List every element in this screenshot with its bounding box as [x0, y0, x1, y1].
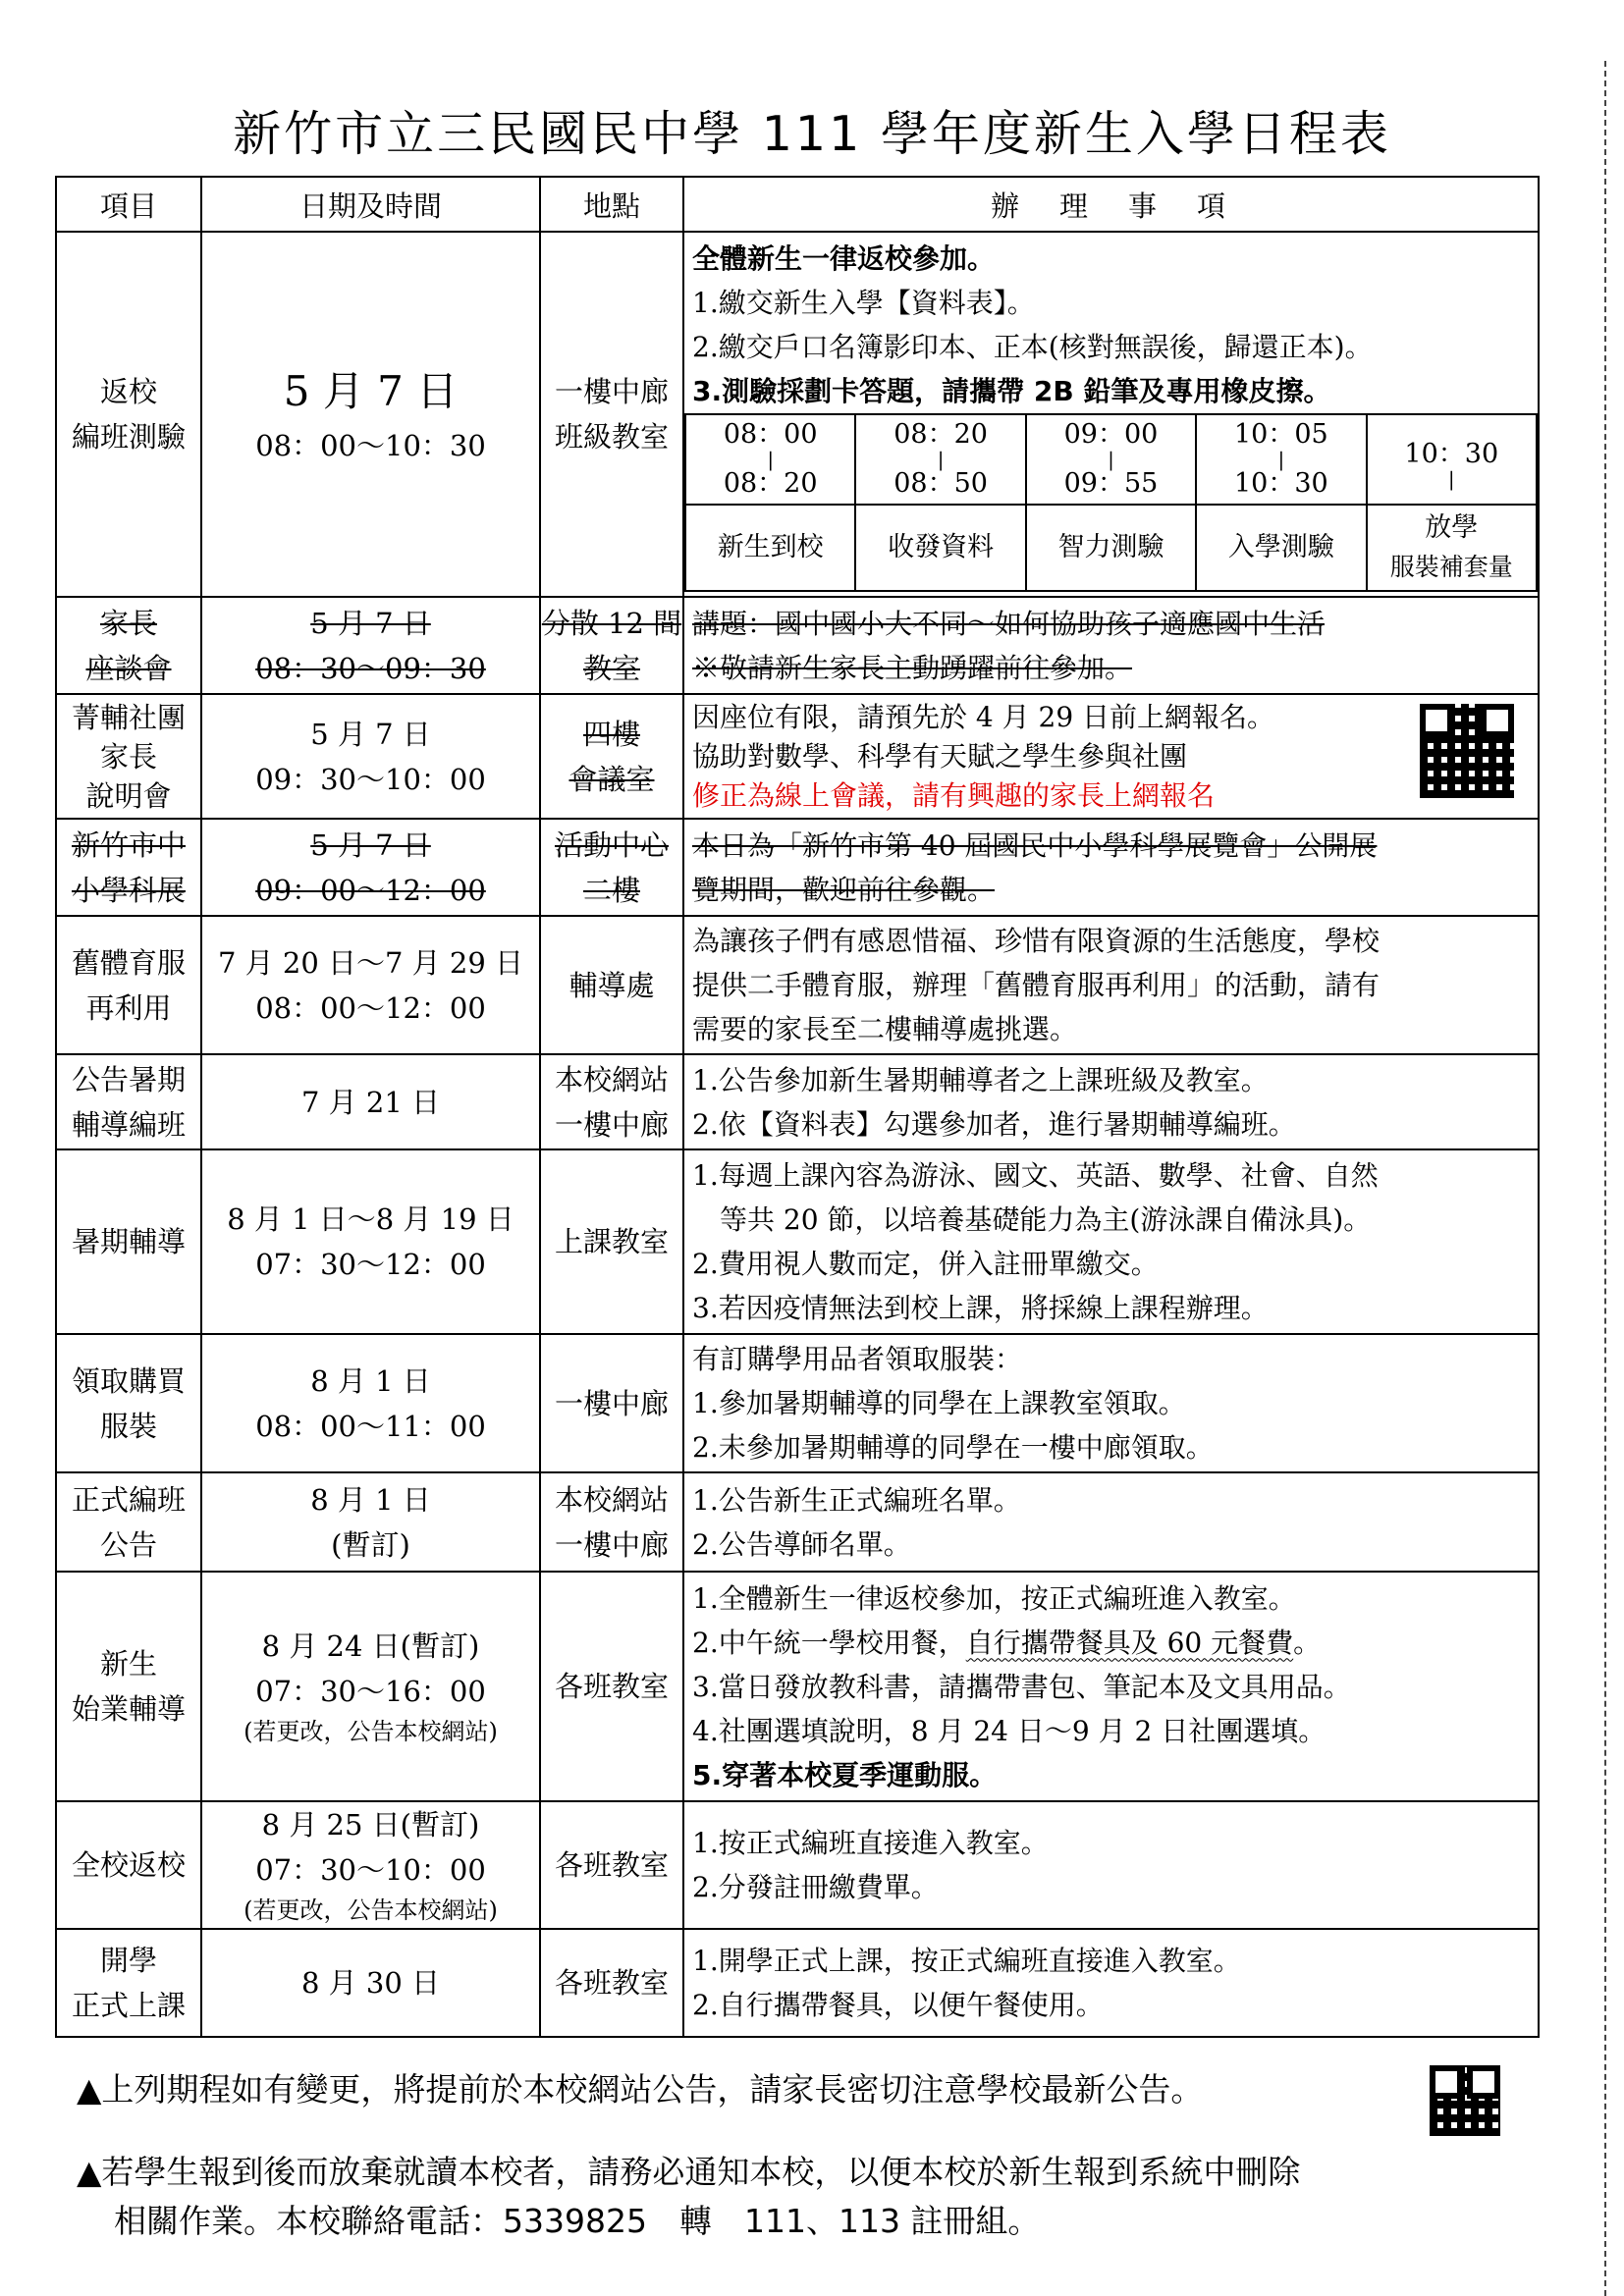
row-matters: 有訂購學用品者領取服裝： 1.參加暑期輔導的同學在上課教室領取。 2.未參加暑期輔導的同學在一樓中廊領取。: [683, 1334, 1539, 1472]
timetable-time: 10：30 |: [1367, 414, 1537, 505]
table-row: [56, 694, 1539, 819]
footer-note: ▲上列期程如有變更，將提前於本校網站公告，請家長密切注意學校最新公告。: [77, 2070, 1204, 2109]
table-row: [56, 1572, 1539, 1801]
row-item: 全校返校: [56, 1801, 201, 1929]
row-date: 5 月 7 日 09：30～10：00: [201, 694, 540, 819]
timetable-activity: 放學 服裝補套量: [1367, 505, 1537, 591]
row-matters: 因座位有限，請預先於 4 月 29 日前上網報名。 協助對數學、科學有天賦之學生參與社團 修正為線上會議，請有興趣的家長上網報名: [683, 694, 1539, 819]
row-item: 家長 座談會: [56, 597, 201, 694]
row-matters: 1.公告參加新生暑期輔導者之上課班級及教室。 2.依【資料表】勾選參加者，進行暑期輔導編班。: [683, 1054, 1539, 1149]
row-place: 各班教室: [540, 1929, 683, 2037]
timetable-time: 08：20 | 08：50: [855, 414, 1025, 505]
fold-line: [1604, 61, 1606, 2296]
row-date: 5 月 7 日 08：00～10：30: [201, 232, 540, 597]
page-title: 新竹市立三民國民中學 111 學年度新生入學日程表: [233, 106, 1391, 162]
table-row: [56, 1054, 1539, 1149]
row-place: 本校網站 一樓中廊: [540, 1054, 683, 1149]
test-timetable: [684, 413, 1538, 592]
row-place: 一樓中廊 班級教室: [540, 232, 683, 597]
qr-code-icon[interactable]: [1420, 704, 1514, 798]
row-item: 返校 編班測驗: [56, 232, 201, 597]
timetable-activity: 入學測驗: [1196, 505, 1366, 591]
row-place: 輔導處: [540, 916, 683, 1054]
row-matters: 1.公告新生正式編班名單。 2.公告導師名單。: [683, 1472, 1539, 1572]
table-row: [56, 597, 1539, 694]
row-item: 舊體育服 再利用: [56, 916, 201, 1054]
row-date: 5 月 7 日 08：30～09：30: [201, 597, 540, 694]
table-row: [56, 1929, 1539, 2037]
table-header-row: [56, 177, 1539, 232]
row-place: 各班教室: [540, 1801, 683, 1929]
row-matters: 為讓孩子們有感恩惜福、珍惜有限資源的生活態度，學校 提供二手體育服，辦理「舊體育服再利用」的活動，請有 需要的家長至二樓輔導處挑選。: [683, 916, 1539, 1054]
header-date: 日期及時間: [201, 177, 540, 232]
row-matters: 1.開學正式上課，按正式編班直接進入教室。 2.自行攜帶餐具，以便午餐使用。: [683, 1929, 1539, 2037]
row-place: 上課教室: [540, 1149, 683, 1334]
row-place: 一樓中廊: [540, 1334, 683, 1472]
row-date: 8 月 1 日 (暫訂): [201, 1472, 540, 1572]
timetable-activity: 收發資料: [855, 505, 1025, 591]
row-place: 本校網站 一樓中廊: [540, 1472, 683, 1572]
qr-code-icon[interactable]: [1430, 2065, 1500, 2136]
row-matters: 1.每週上課內容為游泳、國文、英語、數學、社會、自然 等共 20 節，以培養基礎能力為主(游泳課自備泳具)。 2.費用視人數而定，併入註冊單繳交。 3.若因疫情無法到校上課，將採線上課程辦理。: [683, 1149, 1539, 1334]
table-row: [56, 819, 1539, 916]
timetable-activity: 新生到校: [685, 505, 855, 591]
table-row: [56, 232, 1539, 597]
row-item: 開學 正式上課: [56, 1929, 201, 2037]
timetable-time: 09：00 | 09：55: [1026, 414, 1196, 505]
row-place: 各班教室: [540, 1572, 683, 1801]
row-matters: 本日為「新竹市第 40 屆國民中小學科學展覽會」公開展 覽期間，歡迎前往參觀。: [683, 819, 1539, 916]
row-item: 領取購買 服裝: [56, 1334, 201, 1472]
table-row: [56, 1801, 1539, 1929]
row-date: 8 月 25 日(暫訂) 07：30～10：00 (若更改，公告本校網站): [201, 1801, 540, 1929]
row-item: 正式編班 公告: [56, 1472, 201, 1572]
schedule-table: [55, 176, 1540, 2038]
footer-note: ▲若學生報到後而放棄就讀本校者，請務必通知本校，以便本校於新生報到系統中刪除 相關作業。本校聯絡電話：5339825 轉 111、113 註冊組。: [77, 2153, 1301, 2240]
table-row: [56, 1334, 1539, 1472]
row-item: 新生 始業輔導: [56, 1572, 201, 1801]
row-item: 公告暑期 輔導編班: [56, 1054, 201, 1149]
row-date: 7 月 20 日～7 月 29 日 08：00～12：00: [201, 916, 540, 1054]
timetable-time: 08：00 | 08：20: [685, 414, 855, 505]
row-place: 四樓 會議室: [540, 694, 683, 819]
table-row: [56, 916, 1539, 1054]
row-item: 菁輔社團 家長 說明會: [56, 694, 201, 819]
header-matters: 辦 理 事 項: [683, 177, 1539, 232]
table-row: [56, 1149, 1539, 1334]
row-date: 8 月 1 日 08：00～11：00: [201, 1334, 540, 1472]
row-place: 活動中心 二樓: [540, 819, 683, 916]
header-place: 地點: [540, 177, 683, 232]
row-item: 新竹市中 小學科展: [56, 819, 201, 916]
row-date: 7 月 21 日: [201, 1054, 540, 1149]
row-matters: 講題：國中國小大不同～如何協助孩子適應國中生活 ※敬請新生家長主動踴躍前往參加。: [683, 597, 1539, 694]
header-item: 項目: [56, 177, 201, 232]
row-date: 8 月 30 日: [201, 1929, 540, 2037]
row-matters: 1.按正式編班直接進入教室。 2.分發註冊繳費單。: [683, 1801, 1539, 1929]
table-row: [56, 1472, 1539, 1572]
timetable-time: 10：05 | 10：30: [1196, 414, 1366, 505]
row-date: 8 月 1 日～8 月 19 日 07：30～12：00: [201, 1149, 540, 1334]
row-date: 8 月 24 日(暫訂) 07：30～16：00 (若更改，公告本校網站): [201, 1572, 540, 1801]
row-place: 分散 12 間 教室: [540, 597, 683, 694]
row-matters: 全體新生一律返校參加。 1.繳交新生入學【資料表】。 2.繳交戶口名簿影印本、正本(核對無誤後，歸還正本)。 3.測驗採劃卡答題，請攜帶 2B 鉛筆及專用橡皮擦。 08：00 | 08：20 08：20 | 08：50 09：00 | 09：55 10：05 | 10：30 10：30 | 新生到校 收發資料 智力測驗 入學測驗 放學 服裝補套量: [683, 232, 1539, 597]
row-item: 暑期輔導: [56, 1149, 201, 1334]
row-date: 5 月 7 日 09：00～12：00: [201, 819, 540, 916]
timetable-activity: 智力測驗: [1026, 505, 1196, 591]
row-matters: 1.全體新生一律返校參加，按正式編班進入教室。 2.中午統一學校用餐，自行攜帶餐具及 60 元餐費。 3.當日發放教科書，請攜帶書包、筆記本及文具用品。 4.社團選填說明，8 月 24 日～9 月 2 日社團選填。 5.穿著本校夏季運動服。: [683, 1572, 1539, 1801]
